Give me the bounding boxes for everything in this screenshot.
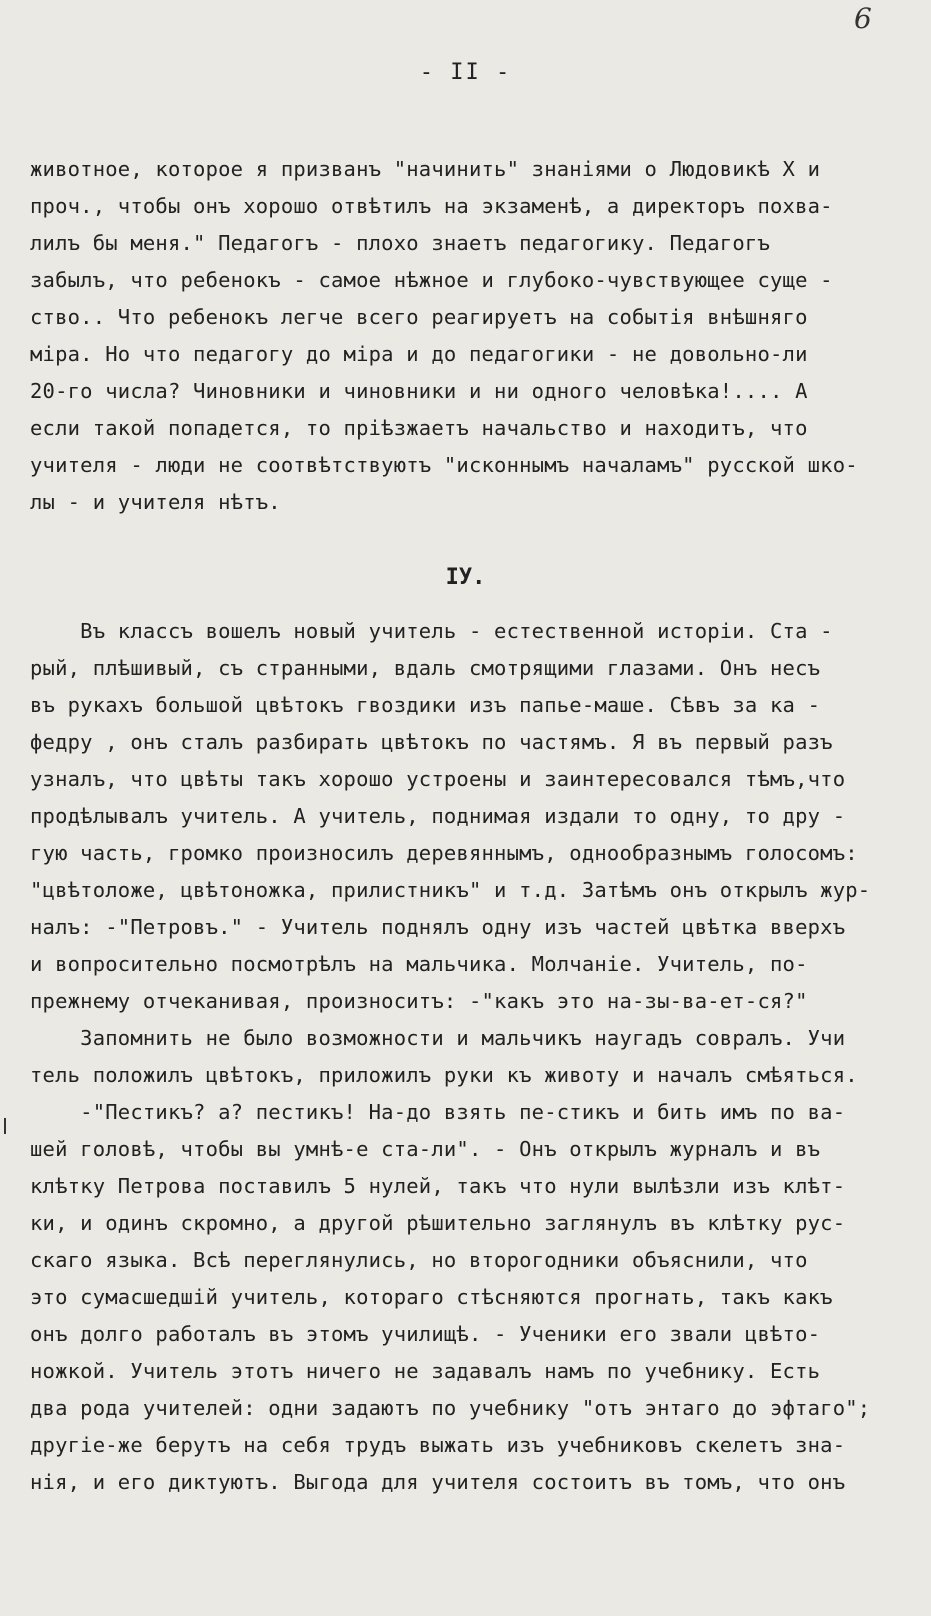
text-line: онъ долго работалъ въ этомъ училищѣ. - Ученики его звали цвѣто- bbox=[30, 1322, 821, 1346]
text-line: міра. Но что педагогу до міра и до педагогики - не довольно-ли bbox=[30, 342, 808, 366]
text-line: два рода учителей: одни задаютъ по учебнику "отъ энтаго до эфтаго"; bbox=[30, 1396, 871, 1420]
text-line: "цвѣтоложе, цвѣтоножка, прилистникъ" и т.д. Затѣмъ онъ открылъ жур- bbox=[30, 878, 871, 902]
section-heading: IУ. bbox=[445, 565, 486, 590]
text-line: учителя - люди не соотвѣтствуютъ "исконнымъ началамъ" русской шко- bbox=[30, 453, 858, 477]
text-line: проч., чтобы онъ хорошо отвѣтилъ на экзаменѣ, а директоръ похва- bbox=[30, 194, 833, 218]
text-line: ножкой. Учитель этотъ ничего не задавалъ намъ по учебнику. Есть bbox=[30, 1359, 821, 1383]
text-line: скаго языка. Всѣ переглянулись, но второгодники объяснили, что bbox=[30, 1248, 808, 1272]
text-line: федру , онъ сталъ разбирать цвѣтокъ по частямъ. Я въ первый разъ bbox=[30, 730, 833, 754]
page-number: - II - bbox=[419, 60, 512, 85]
text-line: въ рукахъ большой цвѣтокъ гвоздики изъ папье-маше. Сѣвъ за ка - bbox=[30, 693, 821, 717]
text-line: Запомнить не было возможности и мальчикъ наугадъ совралъ. Учи bbox=[30, 1026, 846, 1050]
text-line: ки, и одинъ скромно, а другой рѣшительно заглянулъ въ клѣтку рус- bbox=[30, 1211, 846, 1235]
text-line: узналъ, что цвѣты такъ хорошо устроены и заинтересовался тѣмъ,что bbox=[30, 767, 846, 791]
text-line: лы - и учителя нѣтъ. bbox=[30, 490, 281, 514]
text-line: продѣлывалъ учитель. А учитель, поднимая издали то одну, то дру - bbox=[30, 804, 846, 828]
text-line: шей головѣ, чтобы вы умнѣ-е ста-ли". - Онъ открылъ журналъ и въ bbox=[30, 1137, 821, 1161]
text-line: это сумасшедшій учитель, котораго стѣсняются прогнать, такъ какъ bbox=[30, 1285, 833, 1309]
text-line: гую часть, громко произносилъ деревяннымъ, однообразнымъ голосомъ: bbox=[30, 841, 858, 865]
margin-mark bbox=[4, 1118, 6, 1134]
text-line: и вопросительно посмотрѣлъ на мальчика. Молчаніе. Учитель, по- bbox=[30, 952, 808, 976]
text-line: налъ: -"Петровъ." - Учитель поднялъ одну изъ частей цвѣтка вверхъ bbox=[30, 915, 846, 939]
paragraph-top bbox=[30, 151, 910, 521]
text-line: тель положилъ цвѣтокъ, приложилъ руки къ животу и началъ смѣяться. bbox=[30, 1063, 858, 1087]
text-line: лилъ бы меня." Педагогъ - плохо знаетъ педагогику. Педагогъ bbox=[30, 231, 770, 255]
text-line: нія, и его диктуютъ. Выгода для учителя состоитъ въ томъ, что онъ bbox=[30, 1470, 846, 1494]
paragraph-main bbox=[30, 613, 910, 1501]
text-line: -"Пестикъ? а? пестикъ! На-до взять пе-стикъ и бить имъ по ва- bbox=[30, 1100, 846, 1124]
text-line: животное, которое я призванъ "начинить" знаніями о Людовикѣ Х и bbox=[30, 157, 821, 181]
text-line: если такой попадется, то пріѣзжаетъ начальство и находитъ, что bbox=[30, 416, 808, 440]
text-line: прежнему отчеканивая, произноситъ: -"какъ это на-зы-ва-ет-ся?" bbox=[30, 989, 808, 1013]
text-line: 20-го числа? Чиновники и чиновники и ни одного человѣка!.... А bbox=[30, 379, 808, 403]
text-line: забылъ, что ребенокъ - самое нѣжное и глубоко-чувствующее суще - bbox=[30, 268, 833, 292]
text-line: Въ классъ вошелъ новый учитель - естественной исторіи. Ста - bbox=[30, 619, 833, 643]
handwritten-folio-number: 6 bbox=[854, 2, 872, 35]
text-line: клѣтку Петрова поставилъ 5 нулей, такъ что нули вылѣзли изъ клѣт- bbox=[30, 1174, 846, 1198]
text-line: рый, плѣшивый, съ странными, вдаль смотрящими глазами. Онъ несъ bbox=[30, 656, 821, 680]
text-line: ство.. Что ребенокъ легче всего реагируетъ на событія внѣшняго bbox=[30, 305, 808, 329]
text-line: другіе-же берутъ на себя трудъ выжать изъ учебниковъ скелетъ зна- bbox=[30, 1433, 846, 1457]
